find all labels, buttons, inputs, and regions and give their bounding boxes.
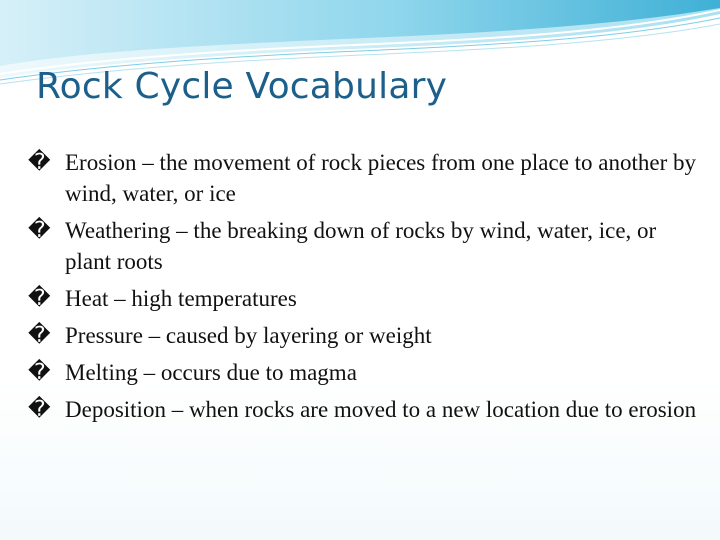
- list-item: [28, 320, 698, 351]
- bullet-glyph-icon: �: [28, 286, 51, 311]
- list-item-text: Deposition – when rocks are moved to a new location due to erosion: [65, 397, 697, 422]
- list-item: [28, 394, 698, 425]
- bullet-glyph-icon: �: [28, 360, 51, 385]
- list-item-text: Melting – occurs due to magma: [65, 360, 357, 385]
- bullet-glyph-icon: �: [28, 218, 51, 243]
- list-item: [28, 215, 698, 277]
- list-item: [28, 147, 698, 209]
- list-item-text: Heat – high temperatures: [65, 286, 297, 311]
- list-item-text: Weathering – the breaking down of rocks by wind, water, ice, or plant roots: [65, 218, 657, 274]
- bullet-glyph-icon: �: [28, 323, 51, 348]
- vocabulary-list: [28, 147, 698, 431]
- bullet-glyph-icon: �: [28, 150, 51, 175]
- list-item-text: Pressure – caused by layering or weight: [65, 323, 432, 348]
- slide-title: Rock Cycle Vocabulary: [36, 66, 448, 107]
- bullet-glyph-icon: �: [28, 397, 51, 422]
- list-item: [28, 357, 698, 388]
- list-item: [28, 283, 698, 314]
- list-item-text: Erosion – the movement of rock pieces from one place to another by wind, water, or ice: [65, 150, 697, 206]
